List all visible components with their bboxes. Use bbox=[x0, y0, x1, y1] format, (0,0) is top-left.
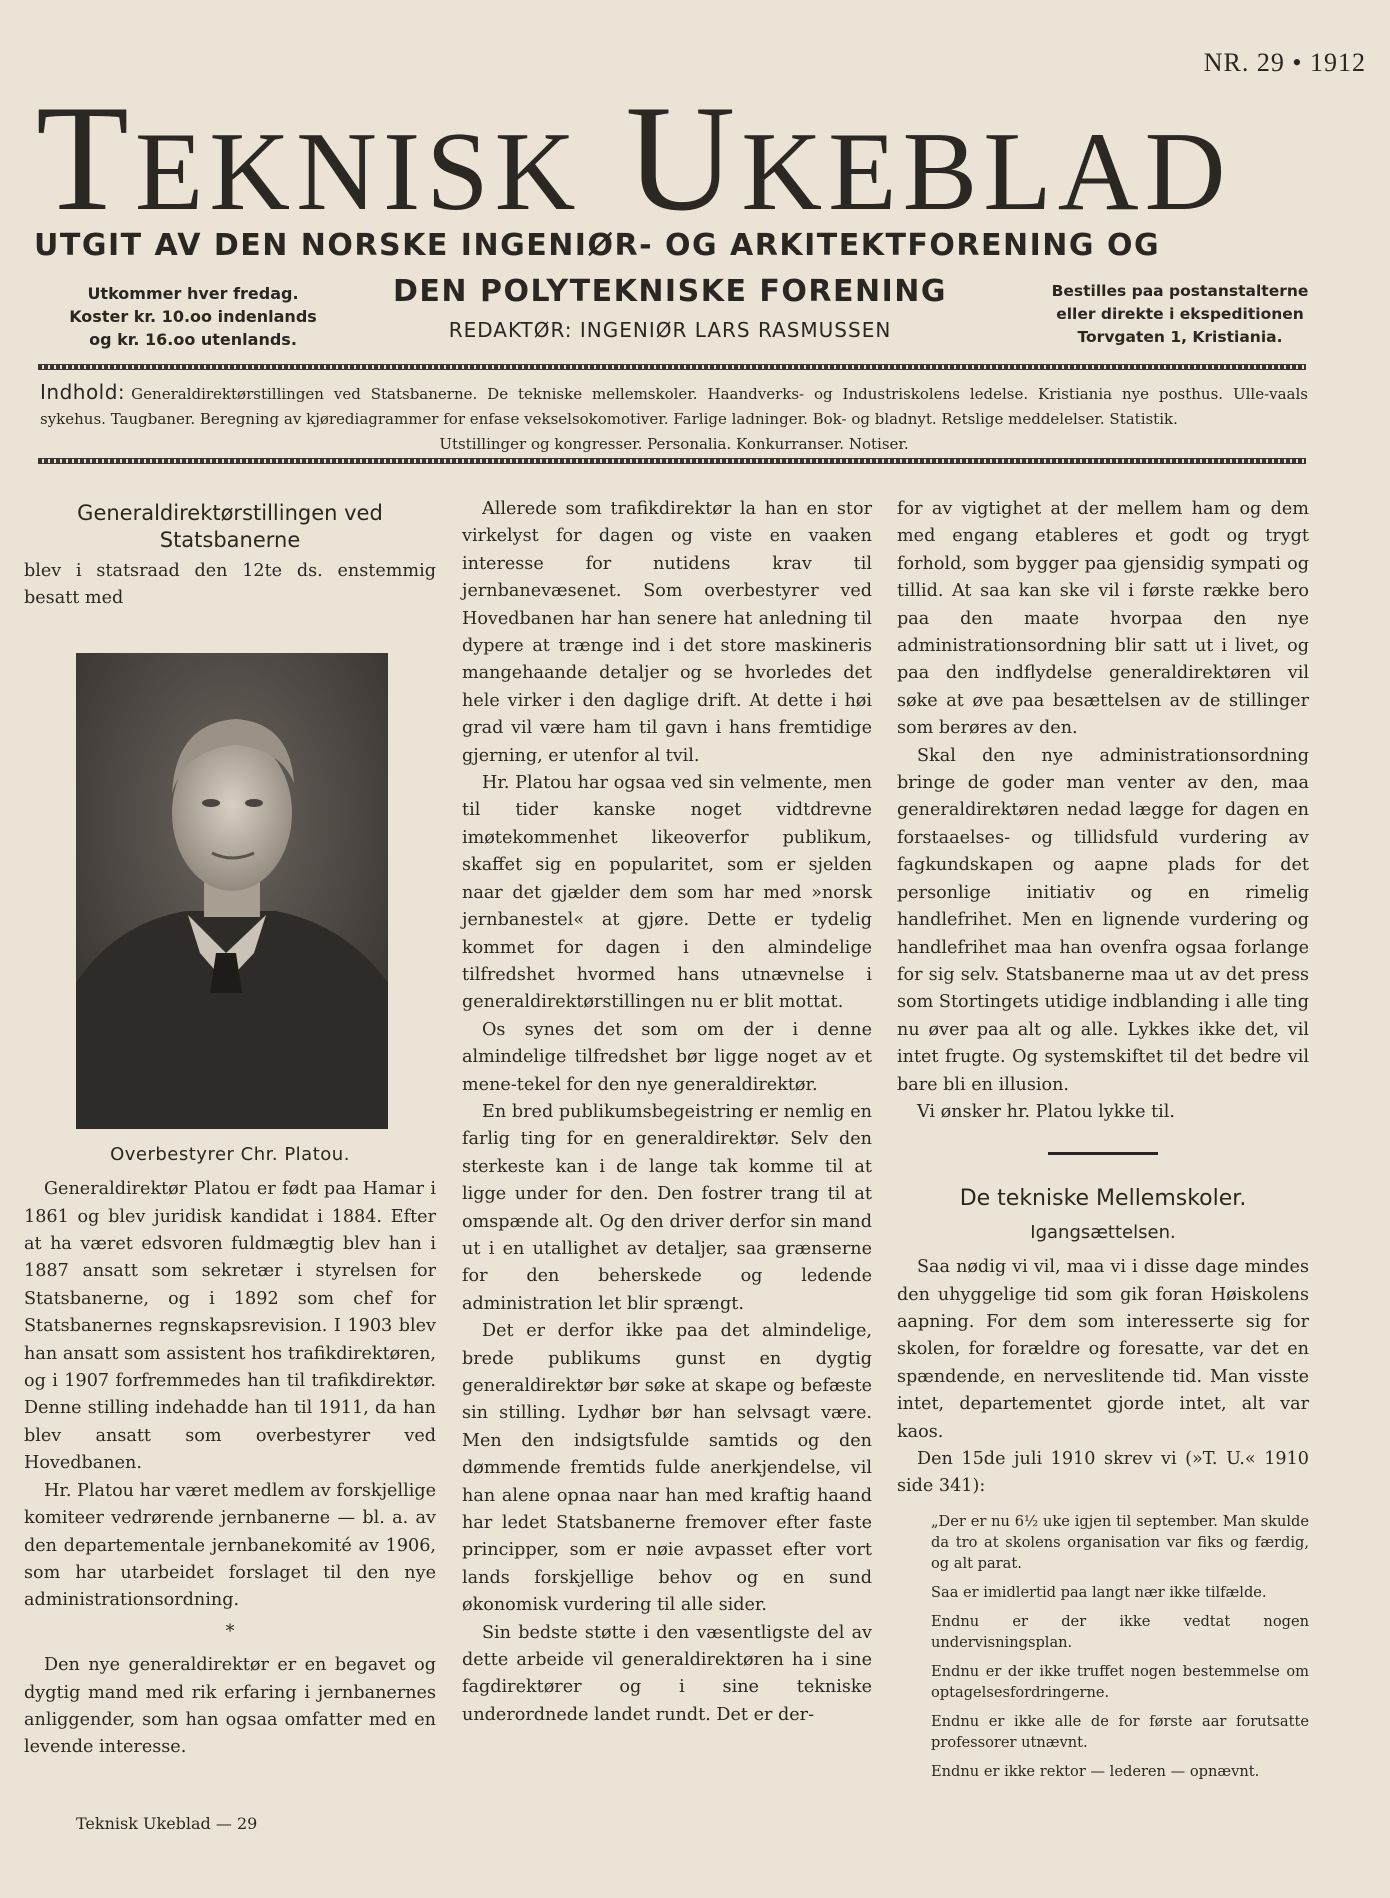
paragraph: Vi ønsker hr. Platou lykke til. bbox=[917, 1101, 1175, 1122]
paragraph: for av vigtighet at der mellem ham og dem med engang etableres et godt og trygt forhold, som bygger paa gjensidig sympati og tillid. At saa kan ske vil i første række bero paa den maate hvorpaa den nye administrationsordning blir satt ut i livet, og paa den indflydelse generaldirektøren vil søke at øve paa besættelsen av de stillinger som berøres av den. bbox=[897, 499, 1309, 739]
quote-line: Endnu er der ikke vedtat nogen undervisningsplan. bbox=[931, 1612, 1309, 1651]
column-3 bbox=[897, 496, 1309, 1790]
quote-line: Saa er imidlertid paa langt nær ikke tilfælde. bbox=[931, 1583, 1267, 1601]
paragraph: Saa nødig vi vil, maa vi i disse dage mindes den uhyggelige tid som gik foran Høiskolens aapning. For dem som interesserte sig for skolen, for forældre og foresatte, var det en spændende, en nerveslitende tid. Man visste intet, departementet gjorde intet, alt var kaos. bbox=[897, 1257, 1309, 1442]
quote-line: Endnu er der ikke truffet nogen bestemmelse om optagelsesfordringerne. bbox=[931, 1662, 1309, 1701]
masthead-word1: EKNISK bbox=[134, 110, 582, 234]
order-line: Bestilles paa postanstalterne bbox=[1051, 282, 1309, 300]
order-line: Torvgaten 1, Kristiania. bbox=[1077, 328, 1283, 346]
subscription-line: og kr. 16.oo utenlands. bbox=[89, 330, 297, 349]
paragraph: Den nye generaldirektør er en begavet og dygtig mand med rik erfaring i jernbanernes anliggender, som han ogsaa omfatter med en levende interesse. bbox=[24, 1655, 436, 1758]
block-quote bbox=[897, 1511, 1309, 1782]
paragraph: Os synes det som om der i denne almindelige tilfredshet bør ligge noget av et mene-tekel for den nye generaldirektør. bbox=[462, 1019, 872, 1095]
paragraph: Hr. Platou har været medlem av forskjellige komiteer vedrørende jernbanerne — bl. a. av den departementale jernbanekomité av 1906, som har utarbeidet forslaget til den nye administrationsordning. bbox=[24, 1480, 436, 1611]
quote-line: „Der er nu 6½ uke igjen til september. Man skulde da tro at skolens organisation var fiks og færdig, og alt parat. bbox=[931, 1512, 1309, 1572]
editor-line: REDAKTØR: INGENIØR LARS RASMUSSEN bbox=[448, 318, 892, 342]
paragraph: Hr. Platou har ogsaa ved sin velmente, men til tider kanske noget vidtdrevne imøtekommenhet likeoverfor publikum, skaffet sig en popularitet, som er sjelden naar det gjælder dem som har med »norsk jernbanestel« at gjøre. Dette er tydelig kommet for dagen i den almindelige tilfredshet hvormed hans utnævnelse i generaldirektørstillingen nu er blit mottat. bbox=[462, 773, 872, 1013]
paragraph: Sin bedste støtte i den væsentligste del av dette arbeide vil generaldirektøren ha i sine fagdirektører og i sine tekniske underordnede landet rundt. Det er der- bbox=[462, 1622, 872, 1725]
dotted-rule-top bbox=[38, 364, 1306, 370]
article-intro: blev i statsraad den 12te ds. enstemmig besatt med bbox=[24, 561, 436, 609]
subscription-info bbox=[58, 282, 328, 351]
quote-line: Endnu er ikke alle de for første aar forutsatte professorer utnævnt. bbox=[931, 1712, 1309, 1751]
contents-last-line: Utstillinger og kongresser. Personalia. Konkurranser. Notiser. bbox=[439, 435, 909, 453]
contents-label: Indhold: bbox=[40, 380, 126, 404]
article-heading-2: De tekniske Mellemskoler. bbox=[959, 1186, 1247, 1212]
article-heading: Generaldirektørstillingen ved Statsbanerne bbox=[77, 501, 383, 552]
page-footer: Teknisk Ukeblad — 29 bbox=[76, 1814, 258, 1833]
contents-text: Generaldirektørstillingen ved Statsbanerne. De tekniske mellemskoler. Haandverks- og Industriskolens ledelse. Kristiania nye posthus. Ulle-vaals sykehus. Taugbaner. Beregning av kjørediagrammer for enfase vekselsokomotiver. Farlige ladninger. Bok- og bladnyt. Retslige meddelelser. Statistik. bbox=[40, 385, 1308, 428]
issue-number: NR. 29 • 1912 bbox=[1203, 48, 1366, 77]
order-line: eller direkte i ekspeditionen bbox=[1056, 305, 1304, 323]
quote-line: Endnu er ikke rektor — lederen — opnævnt. bbox=[931, 1762, 1260, 1780]
column-1 bbox=[24, 496, 436, 1762]
paragraph: Det er derfor ikke paa det almindelige, brede publikums gunst en dygtig generaldirektør bør søke at skape og befæste sin stilling. Lydhør bør han selvsagt være. Men den indsigtsfulde samtids og den dømmende fremtids fulde anerkjendelse, vil han alene opnaa naar han med kraftig haand har ledet Statsbanerne fremover efter faste principper, som er nøie avpasset efter vort lands forskjellige behov og en sund økonomisk vurdering til alle sider. bbox=[462, 1321, 872, 1616]
masthead-title bbox=[36, 74, 1306, 242]
masthead-initial-u: U bbox=[625, 74, 742, 242]
article-divider bbox=[1048, 1152, 1158, 1155]
order-info bbox=[1020, 280, 1340, 349]
subscription-line: Utkommer hver fredag. bbox=[87, 284, 299, 303]
table-of-contents bbox=[40, 380, 1308, 457]
masthead-initial-t: T bbox=[36, 74, 135, 242]
publisher-line-2: DEN POLYTEKNISKE FORENING bbox=[393, 274, 947, 309]
paragraph: Skal den nye administrationsordning bringe de goder man venter av den, maa generaldirektøren nedad lægge for dagen en forstaaelses- og tillidsfuld vurdering av fagkundskapen og aapne plads for det personlige initiativ og en rimelig handlefrihet. Men en lignende vurdering og handlefrihet maa han ovenfra ogsaa forlange for sig selv. Statsbanerne maa ut av det press som Stortingets utidige indblanding i alle ting nu øver paa alt og alle. Lykkes ikke det, vil intet frugte. Og systemskiftet til det bedre vil bare bli en illusion. bbox=[897, 745, 1309, 1095]
subscription-line: Koster kr. 10.oo indenlands bbox=[69, 307, 317, 326]
paragraph: Allerede som trafikdirektør la han en stor virkelyst for dagen og viste en vaaken interesse for nutidens krav til jernbanevæsenet. Som overbestyrer ved Hovedbanen har han senere hat anledning til dypere at trænge ind i det store maskineris mangehaande detaljer og se hvorledes det hele virker i den daglige drift. At dette i høi grad vil være ham til gavn i hans fremtidige gjerning, er utenfor al tvil. bbox=[462, 499, 872, 766]
section-separator: * bbox=[225, 1621, 235, 1642]
publisher-center bbox=[330, 272, 1010, 342]
paragraph: En bred publikumsbegeistring er nemlig en farlig ting for en generaldirektør. Selv den sterkeste kan i de lange tak komme til at ligge under for den. Den fostrer trang til at omspænde alt. Og den driver derfor sin mand ut i en utallighet av detaljer, saa grænserne for den beherskede og ledende administration let blir sprængt. bbox=[462, 1101, 872, 1314]
article-subheading: Igangsættelsen. bbox=[1030, 1221, 1176, 1243]
masthead-word2: KEBLAD bbox=[741, 110, 1232, 234]
paragraph: Den 15de juli 1910 skrev vi (»T. U.« 1910 side 341): bbox=[897, 1449, 1309, 1497]
publisher-line: UTGIT AV DEN NORSKE INGENIØR- OG ARKITEKTFORENING OG bbox=[34, 228, 1161, 263]
paragraph: Generaldirektør Platou er født paa Hamar i 1861 og blev juridisk kandidat i 1884. Efter at ha været edsvoren fuldmægtig blev han i 1887 ansatt som sekretær i styrelsen for Statsbanerne, og i 1892 som chef for Statsbanernes regnskapsrevision. I 1903 blev han ansatt som assistent hos trafikdirektøren, og i 1907 forfremmedes han til trafikdirektør. Denne stilling indehadde han til 1911, da han blev ansatt som overbestyrer ved Hovedbanen. bbox=[24, 1179, 436, 1474]
dotted-rule-bottom bbox=[38, 458, 1306, 464]
portrait-photo bbox=[76, 653, 388, 1129]
portrait-illustration bbox=[76, 653, 388, 1129]
column-2 bbox=[462, 496, 872, 1729]
portrait-caption: Overbestyrer Chr. Platou. bbox=[110, 1143, 350, 1165]
